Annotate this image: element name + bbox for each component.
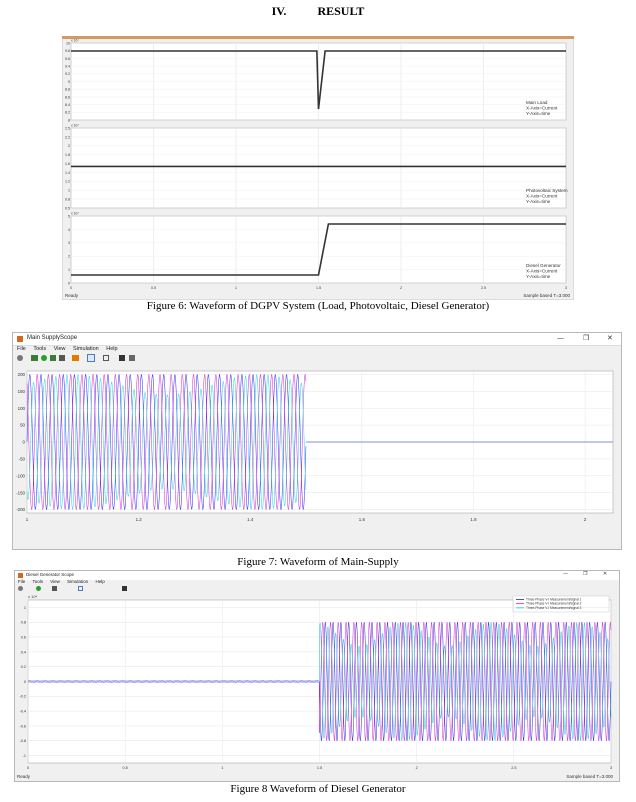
figure7-ytick-label: 50 [20,422,25,428]
figure6-xtick-label: 0 [70,286,72,290]
maximize-button[interactable]: ❐ [583,571,588,577]
matlab-icon [18,573,23,578]
diesel-generator-scope-window [14,570,620,782]
figure7-ytick-label: -150 [16,490,25,496]
figure7-xtick-label: 1.6 [358,517,365,522]
figure6-caption: Figure 6: Waveform of DGPV System (Load, Photovoltaic, Diesel Generator) [146,300,490,312]
figure6-ytick-label: 1 [68,188,70,193]
settings-icon[interactable] [17,355,23,361]
figure6-ytick-label: 8.2 [65,110,70,115]
title-bar [13,333,621,346]
run-icon[interactable] [36,586,41,591]
figure6-panel-label: Y-Axis=time [526,111,551,116]
menu-view[interactable]: View [53,346,66,352]
figure7-ytick-label: 100 [17,405,25,411]
figure6-ytick-label: 8 [68,118,70,123]
figure8-xtick-label: 2 [415,766,418,770]
figure6-ytick-label: 9 [68,79,70,84]
toolbar [18,585,158,592]
figure8-ytick-label: 0.2 [20,665,26,670]
step-back-icon[interactable] [31,355,38,361]
figure6-status-right: Sample based T=3.000 [523,293,570,298]
figure6-panel-label: Diesel Generator [526,263,561,268]
figure6-ytick-label: 2 [68,254,70,259]
figure6-panel-label: Photovoltaic System [526,188,568,193]
figure8-legend-entry: Three-Phase V-I Measurement/signal 2 [526,601,582,606]
figure6-svg [62,36,574,300]
figure8-ytick-label: 0 [23,679,26,684]
figure6-ytick-label: 2.2 [65,135,70,140]
cursor-icon[interactable] [122,586,127,591]
figure7-xtick-label: 1.8 [470,517,477,522]
figure6-ytick-label: 9.4 [65,64,70,69]
figure7-xtick-label: 2 [583,517,587,522]
figure6-ytick-label: 9.8 [65,49,70,54]
figure7-ytick-label: -50 [18,456,25,462]
figure8-status-left: Ready [17,774,31,779]
figure6-ytick-label: 0 [68,281,70,286]
matlab-icon [17,336,23,342]
figure6-panel-label: Main Load [526,100,548,105]
figure7-xtick-label: 1 [25,517,29,522]
figure6-xtick-label: 3 [565,286,567,290]
main-supply-scope-window [12,332,622,550]
figure6-ytick-label: 8.4 [65,103,70,107]
figure7-xtick-label: 1.2 [135,517,142,522]
figure6-ytick-label: 1.4 [65,170,70,175]
figure6-ytick-label: 1.8 [65,153,70,158]
menu-file[interactable]: File [18,579,26,584]
diesel-generator-plot [15,593,617,780]
figure6-ytick-label: 9.2 [65,72,70,77]
window-title: Main SupplyScope [27,335,78,341]
figure8-xtick-label: 1 [221,766,224,770]
figure6-xtick-label: 0.5 [151,286,156,290]
figure8-xtick-label: 2.5 [511,766,517,770]
figure6-image [62,36,574,300]
figure6-panel-label: X-Axis=Current [526,105,558,111]
figure6-panel-label: Y-Axis=time [526,199,551,204]
figure8-ytick-label: -0.4 [19,709,26,714]
figure8-xtick-label: 0 [26,766,30,770]
settings-icon[interactable] [18,586,23,591]
menu-simulation[interactable]: Simulation [67,579,89,584]
figure6-ytick-label: 3 [68,241,70,246]
close-button[interactable]: ✕ [603,571,608,577]
figure6-exponent: x 10⁴ [71,211,79,216]
figure6-xtick-label: 2 [400,286,402,290]
highlight-icon[interactable] [72,355,79,361]
menu-tools[interactable]: Tools [32,579,43,584]
figure7-ytick-label: 150 [17,388,25,394]
figure7-caption: Figure 7: Waveform of Main-Supply [237,556,399,568]
figure6-ytick-label: 1.6 [65,161,70,166]
figure6-ytick-label: 2.5 [65,126,70,131]
figure8-caption: Figure 8 Waveform of Diesel Generator [230,783,406,795]
menu-bar [17,346,124,352]
figure6-ytick-label: 5 [68,214,70,219]
figure6-ytick-label: 1 [68,268,70,272]
close-button[interactable]: ✕ [607,334,613,342]
stop-icon[interactable] [52,586,57,591]
menu-help[interactable]: Help [95,579,105,584]
minimize-button[interactable]: — [557,334,564,342]
figure8-xtick-label: 3 [609,766,613,770]
figure6-ytick-label: 0.8 [65,197,70,202]
menu-simulation[interactable]: Simulation [73,346,99,352]
autoscale-icon[interactable] [103,355,109,361]
figure8-xtick-label: 0.5 [122,766,128,770]
figure6-exponent: x 10⁴ [71,38,79,43]
figure8-ytick-label: -0.6 [19,724,26,729]
figure6-ytick-label: 8.8 [65,87,70,92]
figure8-legend-entry: Three-Phase V-I Measurement/signal 3 [526,605,582,610]
figure7-xtick-label: 1.4 [247,517,254,522]
toolbar [17,354,177,363]
figure8-ytick-label: 1 [23,605,26,610]
figure6-exponent: x 10⁴ [71,123,79,128]
figure8-ytick-label: -1 [22,753,26,758]
figure6-xtick-label: 1 [235,286,237,290]
maximize-button[interactable]: ❐ [583,334,590,342]
section-number: IV. [271,4,287,18]
figure7-ytick-label: 200 [17,371,25,377]
stop-icon[interactable] [59,355,65,361]
menu-view[interactable]: View [50,579,60,584]
figure6-ytick-label: 2 [68,144,70,149]
figure8-ytick-label: -0.8 [19,739,26,744]
figure6-ytick-label: 9.6 [65,56,70,61]
cursor-icon[interactable] [119,355,125,361]
figure7-ytick-label: -100 [16,473,25,479]
figure6-xtick-label: 2.5 [481,286,486,290]
section-heading [0,4,636,19]
figure8-legend-entry: Three-Phase V-I Measurement/signal 1 [526,597,582,602]
run-icon[interactable] [41,355,47,361]
window-title: Diesel Generator Scope [26,572,75,577]
step-forward-icon[interactable] [50,355,56,361]
figure6-ytick-label: 8.6 [65,95,70,100]
figure7-ytick-label: 0 [22,439,25,445]
figure8-xtick-label: 1.5 [316,766,323,770]
figure8-ytick-label: 0.6 [20,635,26,640]
menu-tools[interactable]: Tools [33,346,47,352]
edit-icon[interactable] [129,355,135,361]
figure6-panel-label: X-Axis=Current [526,193,558,199]
figure8-ytick-label: 0.4 [20,650,26,655]
figure6-ytick-label: 10 [66,41,70,46]
section-title: RESULT [317,4,365,18]
figure6-xtick-label: 1.5 [316,286,321,290]
figure6-ytick-label: 0.5 [65,206,70,211]
zoom-icon[interactable] [78,586,83,591]
figure8-ytick-label: 0.8 [20,620,26,625]
menu-bar [18,579,111,584]
figure7-ytick-label: -200 [16,507,25,513]
menu-help[interactable]: Help [106,346,118,352]
figure8-exponent: x 10⁴ [28,594,38,599]
menu-file[interactable]: File [17,346,26,352]
figure8-status-right: Sample based T=3.000 [566,774,613,779]
main-supply-plot [13,364,619,548]
figure6-ytick-label: 4 [68,227,70,232]
figure6-panel-label: X-Axis=Current [526,268,558,274]
figure6-ytick-label: 1.2 [65,179,70,184]
minimize-button[interactable]: — [563,571,568,577]
zoom-icon[interactable] [87,354,95,362]
figure8-ytick-label: -0.2 [19,694,26,699]
figure6-status-left: Ready [65,293,79,298]
figure6-panel-label: Y-Axis=time [526,274,551,279]
